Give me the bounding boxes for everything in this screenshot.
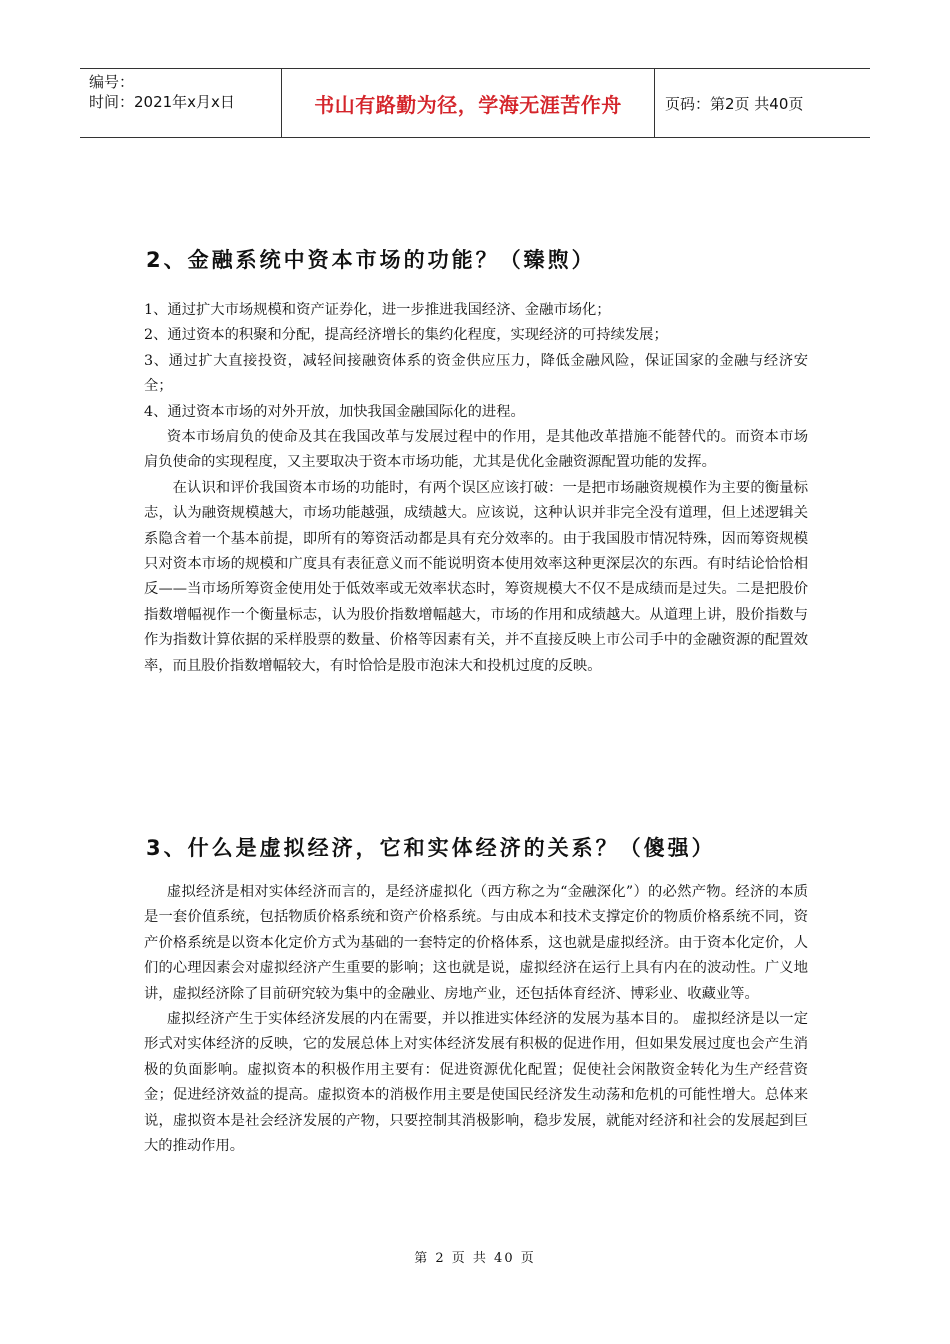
- page-header-table: [80, 68, 870, 138]
- header-meta-cell: [80, 69, 282, 137]
- section-3-paragraph-2: 虚拟经济产生于实体经济发展的内在需要，并以推进实体经济的发展为基本目的。 虚拟经济是以一定形式对实体经济的反映，它的发展总体上对实体经济发展有积极的促进作用，但如果发展过度也会产生消极的负面影响。虚拟资本的积极作用主要有：促进资源优化配置；促使社会闲散资金转化为生产经营资金；促进经济效益的提高。虚拟资本的消极作用主要是使国民经济发生动荡和危机的可能性增大。总体来说，虚拟资本是社会经济发展的产物，只要控制其消极影响，稳步发展，就能对经济和社会的发展起到巨大的推动作用。: [144, 1011, 808, 1155]
- list-item: 2、通过资本的积聚和分配，提高经济增长的集约化程度，实现经济的可持续发展；: [144, 327, 668, 344]
- header-page-info: 页码：第2页 共40页: [665, 94, 804, 113]
- doc-number-label: 编号：: [89, 73, 135, 91]
- list-item: 3、通过扩大直接投资，减轻间接融资体系的资金供应压力，降低金融风险，保证国家的金融与经济安全；: [144, 352, 808, 395]
- section-2-paragraph-2: 在认识和评价我国资本市场的功能时，有两个误区应该打破：一是把市场融资规模作为主要的衡量标志，认为融资规模越大，市场功能越强，成绩越大。应该说，这种认识并非完全没有道理，但上述逻辑关系隐含着一个基本前提，即所有的筹资活动都是具有充分效率的。由于我国股市情况特殊，因而筹资规模只对资本市场的规模和广度具有表征意义而不能说明资本使用效率这种更深层次的东西。有时结论恰恰相反——当市场所筹资金使用处于低效率或无效率状态时，筹资规模大不仅不是成绩而是过失。二是把股价指数增幅视作一个衡量标志，认为股价指数增幅越大，市场的作用和成绩越大。从道理上讲，股价指数与作为指数计算依据的采样股票的数量、价格等因素有关，并不直接反映上市公司手中的金融资源的配置效率，而且股价指数增幅较大，有时恰恰是股市泡沫大和投机过度的反映。: [144, 479, 808, 674]
- list-item: 1、通过扩大市场规模和资产证券化，进一步推进我国经济、金融市场化；: [144, 302, 611, 318]
- header-motto: 书山有路勤为径，学海无涯苦作舟: [282, 69, 655, 137]
- section-3-paragraph-1: 虚拟经济是相对实体经济而言的，是经济虚拟化（西方称之为“金融深化”）的必然产物。经济的本质是一套价值系统，包括物质价格系统和资产价格系统。与由成本和技术支撑定价的物质价格系统不同，资产价格系统是以资本化定价方式为基础的一套特定的价格体系，这也就是虚拟经济。由于资本化定价，人们的心理因素会对虚拟经济产生重要的影响；这也就是说，虚拟经济在运行上具有内在的波动性。广义地讲，虚拟经济除了目前研究较为集中的金融业、房地产业，还包括体育经济、博彩业、收藏业等。: [144, 884, 808, 1002]
- section-3-heading: 3、什么是虚拟经济，它和实体经济的关系？（傻强）: [146, 836, 716, 860]
- section-2-body: [144, 298, 808, 679]
- section-2-heading: 2、金融系统中资本市场的功能？（臻煦）: [146, 248, 596, 272]
- list-item: 4、通过资本市场的对外开放，加快我国金融国际化的进程。: [144, 403, 525, 420]
- section-3-body: [144, 880, 808, 1159]
- page-footer: 第 2 页 共 40 页: [414, 1251, 536, 1266]
- section-2-paragraph-1: 资本市场肩负的使命及其在我国改革与发展过程中的作用，是其他改革措施不能替代的。而资本市场肩负使命的实现程度，又主要取决于资本市场功能，尤其是优化金融资源配置功能的发挥。: [144, 429, 808, 471]
- date-label: 时间：2021年x月x日: [89, 93, 235, 111]
